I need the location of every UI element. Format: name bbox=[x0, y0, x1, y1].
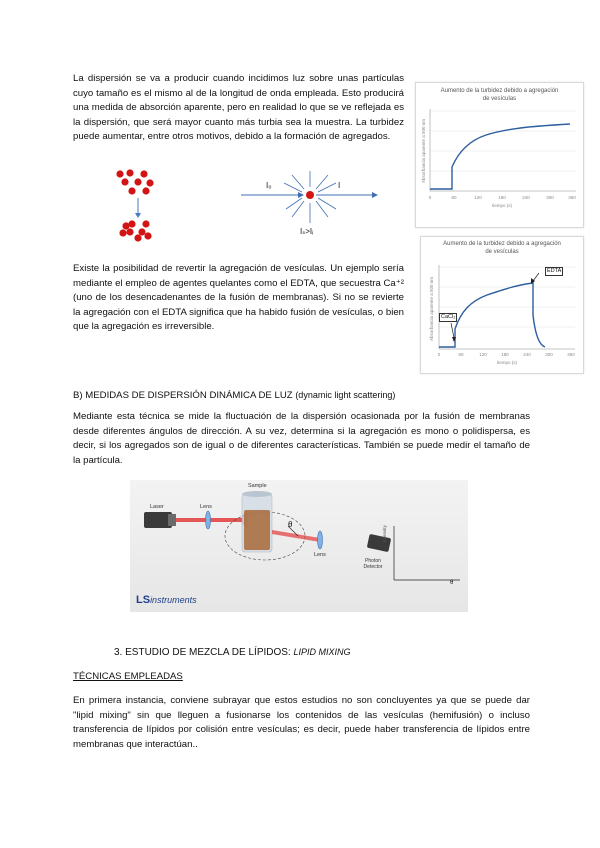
scattering-diagram bbox=[236, 165, 386, 245]
label-is: Iₛ>Iᵢ bbox=[300, 227, 314, 236]
section-b-subtitle: (dynamic light scattering) bbox=[295, 390, 396, 400]
chart-top-xtick: 60 bbox=[451, 195, 457, 200]
intro-paragraph: La dispersión se va a producir cuando incidimos luz sobre unas partículas cuyo tamaño es el mismo al de la longitud de onda empleada. Esto producirá una medida de absorción aparente, pero en realidad lo que se ve reflejada es la dispersión, que será mayor cuanto más turbia sea la muestra. La turbidez puede aumentar, entre otros motivos, debido a la formación de agregados. bbox=[73, 73, 404, 143]
chart-bottom-xtick: 180 bbox=[501, 352, 509, 357]
chart-bottom-xtick: 60 bbox=[458, 352, 464, 357]
chart-bottom-xtick: 120 bbox=[479, 352, 487, 357]
chart-top-xtick: 360 bbox=[568, 195, 576, 200]
chart-bottom-ylabel: Absorbancia aparente a 500 nm bbox=[429, 276, 434, 342]
aggregation-illustration bbox=[110, 168, 170, 248]
chart-top-xtick: 180 bbox=[498, 195, 506, 200]
lens1-label: Lens bbox=[200, 504, 212, 510]
chart-bottom-xtick: 300 bbox=[545, 352, 553, 357]
section-3-title: 3. ESTUDIO DE MEZCLA DE LÍPIDOS: bbox=[114, 647, 291, 658]
chart-top-xtick: 240 bbox=[522, 195, 530, 200]
laser-label: Laser bbox=[150, 504, 164, 510]
section-b-title: B) MEDIDAS DE DISPERSIÓN DINÁMICA DE LUZ bbox=[73, 390, 293, 401]
chart-top-xtick: 300 bbox=[546, 195, 554, 200]
dls-paragraph: Mediante esta técnica se mide la fluctuación de la dispersión ocasionada por la fusión de membranas desde diferentes ángulos de dirección. A su vez, determina si la agregación es mono o polidispersa, es decir, si los agregados son de igual o de diferentes características. También se puede medir el tamaño de la partícula. bbox=[73, 411, 530, 466]
section-3-heading bbox=[114, 647, 351, 658]
turbidity-chart-top bbox=[415, 82, 584, 228]
chart-top-xtick: 0 bbox=[428, 195, 432, 200]
dls-setup-figure bbox=[130, 480, 468, 612]
lipid-mixing-paragraph: En primera instancia, conviene subrayar que estos estudios no son concluyentes ya que se puede dar "lipid mixing" sin que lleguen a fusionarse los contenidos de las vesículas (hemifusión) o incluso transferencia de lípidos por colisión entre vesículas; es decir, puede haber transferencia de lípidos entre membranas que interactúan.. bbox=[73, 695, 530, 750]
chart-bottom-xlabel: tiempo (s) bbox=[496, 360, 518, 365]
plot-theta-label: θ bbox=[450, 580, 454, 586]
chart-top-title: Aumento de la turbidez debido a agregación de vesículas bbox=[440, 88, 559, 102]
edta-annotation: EDTA bbox=[547, 268, 562, 274]
chart-top-xtick: 120 bbox=[474, 195, 482, 200]
intensity-label: Intensity bbox=[382, 525, 387, 542]
chart-top-xlabel: tiempo (s) bbox=[491, 203, 513, 208]
label-i: I bbox=[338, 181, 341, 190]
lens2-label: Lens bbox=[314, 552, 326, 558]
photon-detector-label: Photon Detector bbox=[363, 558, 383, 570]
chart-bottom-xtick: 0 bbox=[437, 352, 441, 357]
chart-bottom-title: Aumento de la turbidez debido a agregación de vesículas bbox=[443, 241, 561, 255]
section-b-heading bbox=[73, 390, 533, 401]
ls-instruments-logo: LSinstruments bbox=[136, 594, 197, 606]
reversal-paragraph: Existe la posibilidad de revertir la agregación de vesículas. Un ejemplo sería mediante el empleo de agentes quelantes como el EDTA, que secuestra Ca⁺² (uno de los desencadenantes de la fusión de membranas). Si no se revierte la agregación con el EDTA significa que ha habido fusión de vesículas, o bien que la agregación es irreversible. bbox=[73, 263, 404, 333]
theta-label: θ bbox=[288, 520, 293, 529]
cacl2-annotation: CaCl₂ bbox=[441, 314, 456, 320]
label-i0: I₀ bbox=[266, 181, 272, 190]
chart-bottom-xtick: 360 bbox=[567, 352, 575, 357]
chart-top-ylabel: Absorbancia aparente a 500 nm bbox=[421, 118, 426, 184]
chart-bottom-xtick: 240 bbox=[523, 352, 531, 357]
sample-label: Sample bbox=[248, 483, 267, 489]
turbidity-chart-bottom bbox=[420, 236, 584, 374]
section-3-title-italic: LIPID MIXING bbox=[293, 647, 351, 657]
tecnicas-heading: TÉCNICAS EMPLEADAS bbox=[73, 671, 183, 682]
